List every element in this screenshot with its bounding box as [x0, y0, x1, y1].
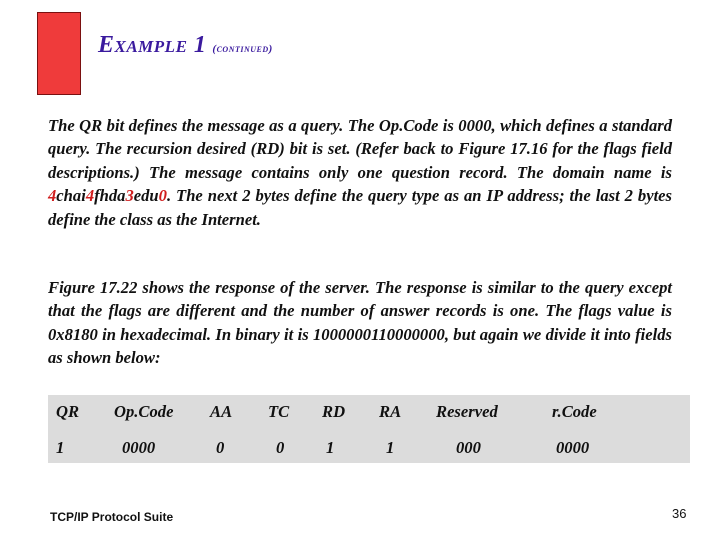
domain-part: 4 [85, 186, 95, 206]
flags-value-rcode: 0000 [556, 438, 590, 457]
footer-book-title: TCP/IP Protocol Suite [50, 510, 174, 524]
flags-header-tc: TC [268, 402, 290, 421]
domain-name [48, 186, 167, 205]
flags-value-opcode: 0000 [122, 438, 156, 457]
flags-header-aa: AA [210, 402, 233, 421]
domain-part: 4 [48, 186, 57, 206]
flags-value-ra: 1 [386, 438, 395, 457]
flags-header-opcode: Op.Code [114, 402, 174, 421]
flags-value-tc: 0 [276, 438, 285, 457]
domain-part: edu [133, 186, 159, 206]
page-number: 36 [672, 506, 687, 521]
domain-part: fhda [94, 186, 126, 206]
title-suffix: (continued) [212, 43, 273, 55]
paragraph1-after: . The next 2 bytes define the query type as an IP address; the last 2 bytes define the class as the Internet. [48, 186, 672, 229]
flags-value-reserved: 000 [456, 438, 481, 457]
flags-header-qr: QR [56, 402, 80, 421]
flags-header-rcode: r.Code [552, 402, 597, 421]
flags-header-reserved: Reserved [436, 402, 498, 421]
flags-table [48, 395, 690, 463]
domain-part: 3 [125, 186, 134, 206]
paragraph-query-explanation [48, 114, 672, 231]
flags-value-rd: 1 [326, 438, 335, 457]
slide-title [98, 32, 273, 59]
paragraph1-before: The QR bit defines the message as a query. The Op.Code is 0000, which defines a standard query. The recursion desired (RD) bit is set. (Refer back to Figure 17.16 for the flags field descriptions.) The message contains only one question record. The domain name is [48, 116, 672, 182]
flags-value-aa: 0 [216, 438, 225, 457]
paragraph-response-explanation: Figure 17.22 shows the response of the server. The response is similar to the query except that the flags are different and the number of answer records is one. The flags value is 0x8180 in hexadecimal. In binary it is 1000000110000000, but again we divide it into fields as shown below: [48, 278, 672, 368]
flags-header-rd: RD [322, 402, 346, 421]
flags-header-ra: RA [379, 402, 402, 421]
title-text: Example 1 [98, 32, 207, 58]
domain-part: 0 [158, 186, 167, 206]
domain-part: chai [56, 186, 86, 206]
flags-value-qr: 1 [56, 438, 65, 457]
red-accent-block [37, 12, 81, 95]
